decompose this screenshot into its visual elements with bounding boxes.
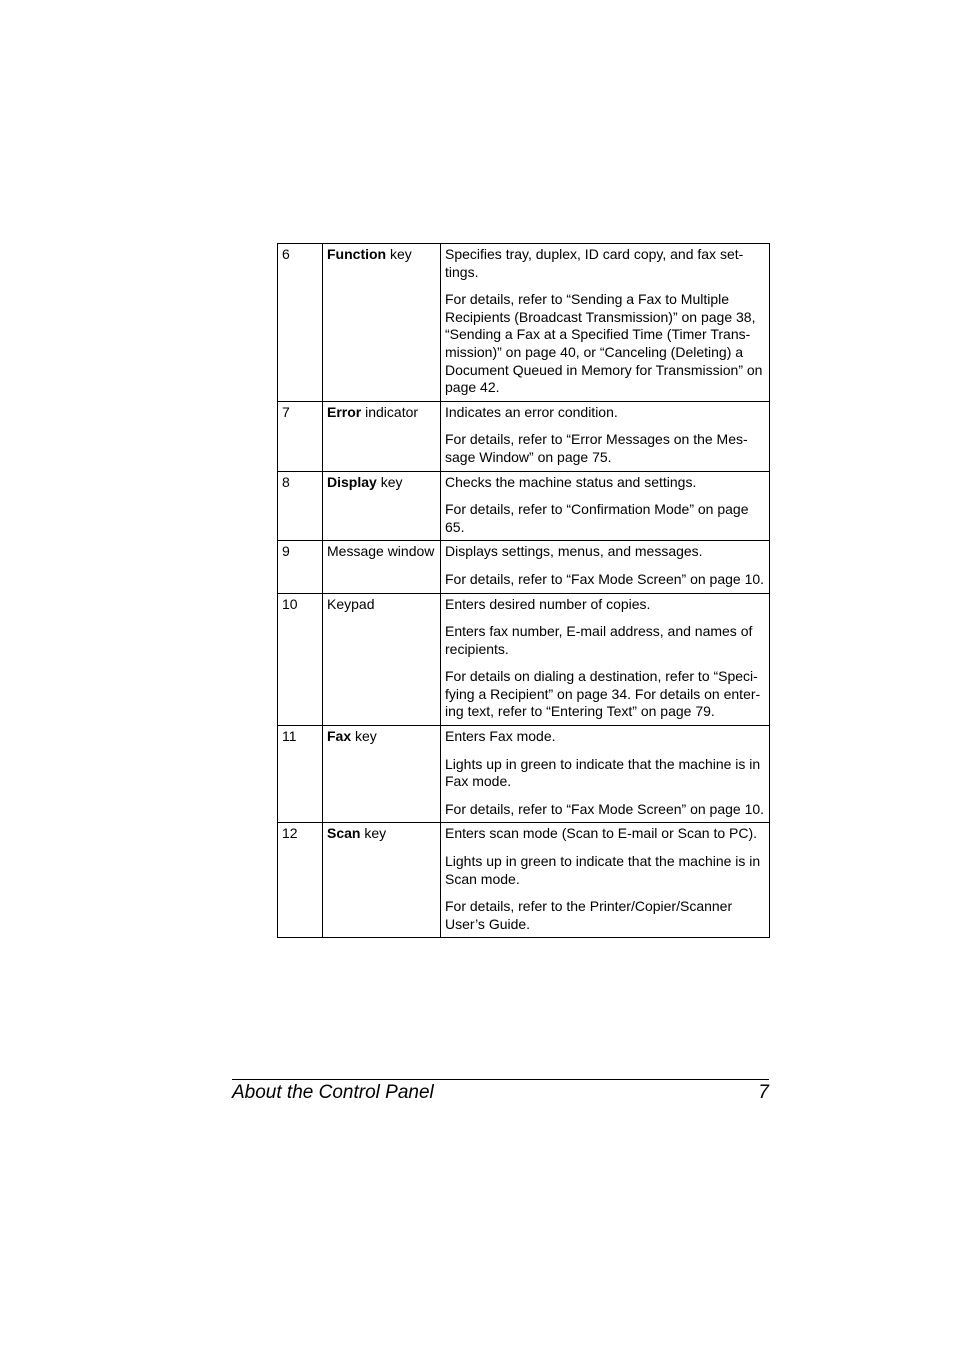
item-number: 11 [278, 726, 323, 823]
item-name [323, 471, 441, 541]
control-panel-table [277, 243, 770, 938]
description-paragraph: For details, refer to “Error Messages on the Mes-sage Window” on page 75. [445, 431, 748, 465]
item-description [441, 401, 770, 471]
footer-title: About the Control Panel [232, 1082, 434, 1103]
description-paragraph: Lights up in green to indicate that the machine is in Scan mode. [445, 853, 761, 887]
item-name-bold: Display [327, 473, 377, 490]
item-description [441, 823, 770, 938]
description-paragraph: Indicates an error condition. [445, 403, 618, 420]
item-name [323, 823, 441, 938]
item-description [441, 244, 770, 402]
description-paragraph: For details, refer to “Sending a Fax to Multiple Recipients (Broadcast Transmission)” on page 38, “Sending a Fax at a Specified Time (Timer Trans-mission)” on page 40, or “Canceling (Deleting) a Document Queued in Memory for Transmission” on page 42. [445, 291, 763, 396]
item-description [441, 541, 770, 593]
table-row [278, 541, 770, 593]
table-row [278, 401, 770, 471]
table-row [278, 593, 770, 726]
table-row [278, 471, 770, 541]
item-number: 10 [278, 593, 323, 726]
page-number: 7 [758, 1082, 769, 1103]
item-name [323, 726, 441, 823]
item-number: 9 [278, 541, 323, 593]
description-paragraph: For details, refer to “Fax Mode Screen” on page 10. [445, 800, 765, 817]
item-name-bold: Fax [327, 728, 352, 745]
description-paragraph: Lights up in green to indicate that the machine is in Fax mode. [445, 755, 761, 790]
description-paragraph: Enters Fax mode. [445, 728, 556, 745]
table-body [278, 244, 770, 938]
item-name-bold: Error [327, 403, 362, 420]
item-name-rest: Keypad [327, 595, 375, 612]
description-paragraph: Specifies tray, duplex, ID card copy, and fax set-tings. [445, 246, 744, 280]
table-row [278, 244, 770, 402]
description-paragraph: For details, refer to “Fax Mode Screen” on page 10. [445, 570, 765, 587]
item-name [323, 244, 441, 402]
item-name-bold: Function [327, 246, 387, 262]
description-paragraph: Enters desired number of copies. [445, 595, 651, 612]
description-paragraph: Checks the machine status and settings. [445, 473, 697, 490]
item-name-rest: indicator [361, 403, 419, 420]
description-paragraph: For details, refer to the Printer/Copier/Scanner User’s Guide. [445, 898, 733, 932]
item-name [323, 593, 441, 726]
item-name-bold: Scan [327, 825, 361, 842]
table-row [278, 726, 770, 823]
item-name-rest: key [376, 473, 403, 490]
description-paragraph: Displays settings, menus, and messages. [445, 543, 703, 560]
item-description [441, 471, 770, 541]
item-number: 8 [278, 471, 323, 541]
item-name-rest: key [386, 246, 412, 262]
item-name [323, 401, 441, 471]
description-paragraph: Enters scan mode (Scan to E-mail or Scan to PC). [445, 825, 758, 842]
item-number: 6 [278, 244, 323, 402]
item-description [441, 726, 770, 823]
item-name-rest: key [351, 728, 377, 745]
description-paragraph: For details, refer to “Confirmation Mode” on page 65. [445, 501, 749, 535]
item-name [323, 541, 441, 593]
item-name-rest: Message window [327, 543, 435, 560]
item-description [441, 593, 770, 726]
description-paragraph: For details on dialing a destination, refer to “Speci-fying a Recipient” on page 34. For details on enter-ing text, refer to “Entering Text” on page 79. [445, 668, 761, 720]
table-row [278, 823, 770, 938]
item-number: 7 [278, 401, 323, 471]
item-name-rest: key [360, 825, 387, 842]
item-number: 12 [278, 823, 323, 938]
footer-rule [232, 1079, 769, 1080]
description-paragraph: Enters fax number, E-mail address, and names of recipients. [445, 623, 753, 657]
